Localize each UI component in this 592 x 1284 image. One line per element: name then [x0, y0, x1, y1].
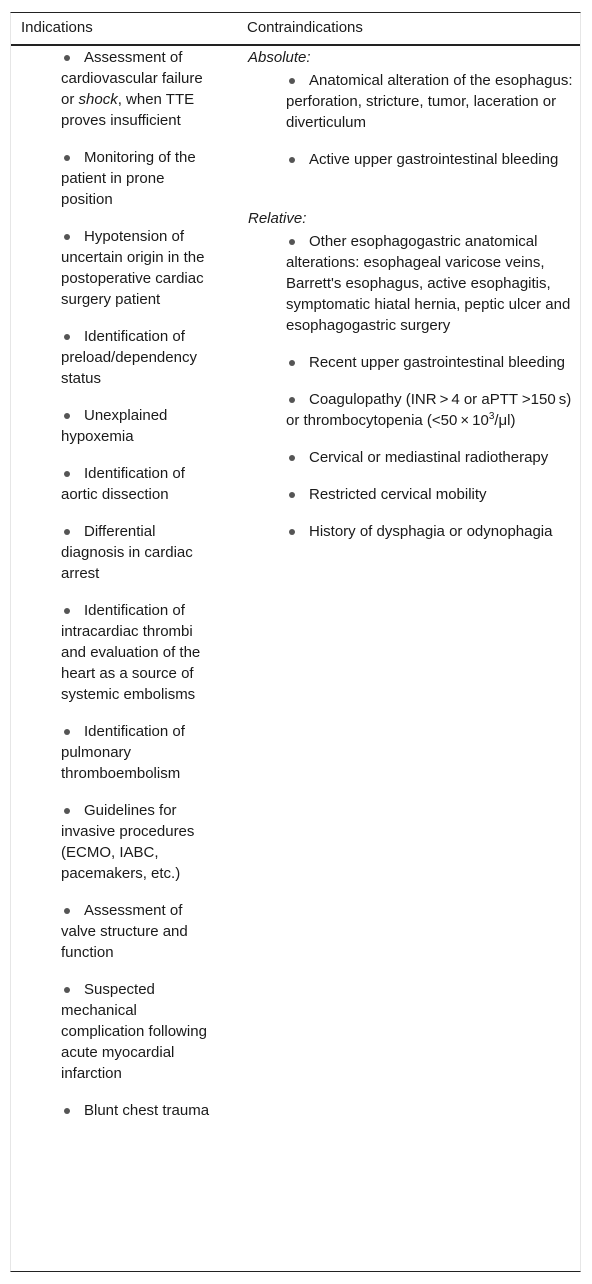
indication-item: Assessment of cardiovascular failure or shock, when TTE proves insufficient	[61, 47, 211, 131]
contraindication-item: Coagulopathy (INR > 4 or aPTT >150 s) or thrombocytopenia $(<50 \times 10^3/\mu l)$	[286, 389, 578, 431]
indication-item: Blunt chest trauma	[61, 1100, 211, 1121]
contraindication-item: Other esophagogastric anatomical alterations: esophageal varicose veins, Barrett's esophagus, active esophagitis, symptomatic hiatal hernia, peptic ulcer and esophagogastric surgery	[286, 231, 578, 336]
indication-item: Identification of pulmonary thromboembolism	[61, 721, 211, 784]
indication-item: Unexplained hypoxemia	[61, 405, 211, 447]
contraindication-item: Cervical or mediastinal radiotherapy	[286, 447, 578, 468]
relative-label: Relative:	[248, 210, 307, 227]
indication-item: Assessment of valve structure and function	[61, 900, 211, 963]
indication-item: Identification of preload/dependency status	[61, 326, 211, 389]
contraindication-item: Anatomical alteration of the esophagus: perforation, stricture, tumor, laceration or diverticulum	[286, 70, 578, 133]
indication-item: Guidelines for invasive procedures (ECMO, IABC, pacemakers, etc.)	[61, 800, 211, 884]
indication-item: Identification of aortic dissection	[61, 463, 211, 505]
contraindication-item: Active upper gastrointestinal bleeding	[286, 149, 578, 170]
indication-item: Differential diagnosis in cardiac arrest	[61, 521, 211, 584]
indication-item: Hypotension of uncertain origin in the postoperative cardiac surgery patient	[61, 226, 211, 310]
indications-column	[61, 47, 211, 1137]
indication-item: Suspected mechanical complication following acute myocardial infarction	[61, 979, 211, 1084]
table-header	[11, 13, 580, 46]
relative-list	[248, 231, 578, 542]
contraindication-item: Restricted cervical mobility	[286, 484, 578, 505]
contraindications-column	[248, 47, 578, 558]
contraindication-item: History of dysphagia or odynophagia	[286, 521, 578, 542]
contraindication-item: Recent upper gastrointestinal bleeding	[286, 352, 578, 373]
absolute-list	[248, 70, 578, 170]
header-contraindications: Contraindications	[247, 19, 363, 36]
indication-item: Monitoring of the patient in prone position	[61, 147, 211, 210]
header-indications: Indications	[21, 19, 93, 36]
absolute-label: Absolute:	[248, 49, 311, 66]
indication-item: Identification of intracardiac thrombi and evaluation of the heart as a source of systemic embolisms	[61, 600, 211, 705]
indications-table	[10, 12, 581, 1272]
